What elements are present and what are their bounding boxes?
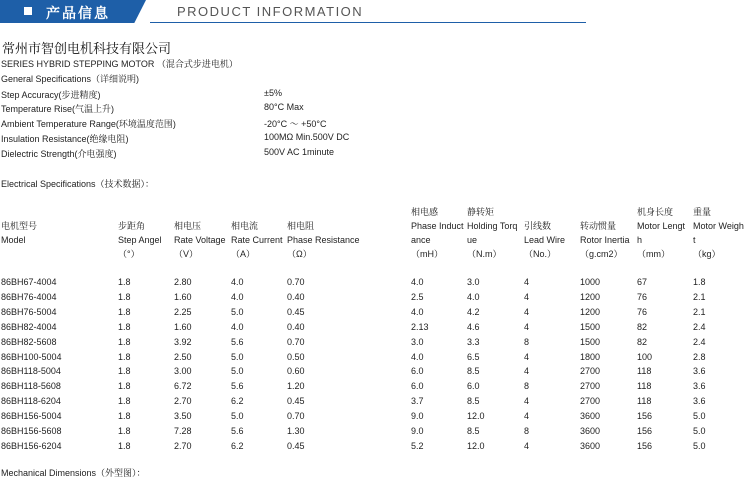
table-cell: 1.8 — [118, 396, 131, 407]
table-cell: 118 — [637, 381, 652, 392]
table-cell: 1.20 — [287, 381, 305, 392]
table-cell: 4 — [524, 277, 530, 287]
table-cell: 2.70 — [174, 440, 192, 451]
table-cell: 2.50 — [174, 351, 192, 362]
spec-value: -20°C ～ +50°C — [264, 119, 327, 129]
table-cell: 0.45 — [287, 306, 305, 317]
table-cell: 0.40 — [287, 291, 305, 302]
table-cell: 6.5 — [467, 351, 480, 362]
table-cell: 0.45 — [287, 440, 305, 451]
table-cell: 1.30 — [287, 426, 305, 436]
column-header-line: 相电感 — [411, 207, 439, 217]
table-cell: 2.80 — [174, 277, 192, 287]
table-cell: 1.8 — [118, 440, 131, 451]
table-cell: 4 — [524, 366, 530, 377]
column-header-line — [231, 205, 283, 219]
table-cell: 2.4 — [693, 336, 706, 347]
table-cell: 86BH100-5004 — [1, 351, 62, 362]
table-cell: 1.8 — [118, 366, 131, 377]
table-cell: 0.50 — [287, 351, 305, 362]
table-cell: 1.60 — [174, 291, 192, 302]
column-header-line: Step Angel — [118, 235, 162, 245]
column-header-line — [1, 205, 37, 219]
table-cell: 5.6 — [231, 381, 244, 392]
banner-title-en: PRODUCT INFORMATION — [177, 4, 364, 19]
table-cell: 1500 — [580, 336, 601, 347]
table-cell: 4.6 — [467, 321, 480, 332]
table-cell: 3.6 — [693, 381, 706, 392]
table-cell: 6.0 — [411, 366, 424, 377]
table-cell: 3.6 — [693, 396, 706, 407]
table-cell: 4.0 — [231, 321, 244, 332]
column-header — [118, 205, 162, 261]
table-cell: 4 — [524, 440, 530, 451]
table-cell: 86BH118-5608 — [1, 381, 61, 392]
column-header-line: Model — [1, 235, 26, 245]
table-cell: 118 — [637, 396, 652, 407]
table-cell: 9.0 — [411, 411, 424, 422]
table-cell: 1.8 — [118, 381, 131, 392]
table-cell: 1500 — [580, 321, 601, 332]
table-cell: 9.0 — [411, 426, 424, 436]
column-header-line: Motor Weigh — [693, 221, 744, 231]
column-header — [467, 205, 517, 261]
table-cell: 8 — [524, 336, 530, 347]
table-cell: 4 — [524, 321, 530, 332]
table-cell: 1.8 — [118, 426, 131, 436]
electrical-spec-title: Electrical Specifications（技术数据）： — [1, 179, 155, 189]
table-cell: 6.2 — [231, 440, 244, 451]
table-cell: 86BH156-5608 — [1, 426, 62, 436]
table-cell: 8 — [524, 426, 530, 436]
column-header-line: 相电压 — [174, 221, 202, 231]
column-header-line: （kg） — [693, 249, 721, 259]
table-cell: 67 — [637, 277, 648, 287]
column-header-line: ance — [411, 235, 431, 245]
table-cell: 12.0 — [467, 440, 485, 451]
table-cell: 0.45 — [287, 396, 305, 407]
table-cell: 0.70 — [287, 277, 305, 287]
table-cell: 3.92 — [174, 336, 192, 347]
column-header — [1, 205, 37, 261]
table-cell: 86BH76-5004 — [1, 306, 57, 317]
table-cell: 3.6 — [693, 366, 706, 377]
table-cell: 7.28 — [174, 426, 192, 436]
table-cell: 5.2 — [411, 440, 424, 451]
table-cell: 1.8 — [118, 321, 131, 332]
table-cell: 4.0 — [411, 351, 424, 362]
spec-value: ±5% — [264, 88, 282, 98]
table-cell: 4 — [524, 351, 530, 362]
table-cell: 0.40 — [287, 321, 305, 332]
column-header — [693, 205, 744, 261]
table-cell: 2.1 — [693, 291, 706, 302]
table-cell: 156 — [637, 440, 653, 451]
table-cell: 1200 — [580, 306, 601, 317]
table-cell: 100 — [637, 351, 653, 362]
table-cell: 5.0 — [693, 440, 706, 451]
column-header — [580, 205, 630, 261]
table-cell: 86BH156-6204 — [1, 440, 62, 451]
column-header-line: 电机型号 — [1, 221, 38, 231]
table-cell: 1200 — [580, 291, 601, 302]
column-header-line: 步距角 — [118, 221, 146, 231]
spec-value: 80°C Max — [264, 102, 304, 112]
table-cell: 2700 — [580, 396, 601, 407]
table-cell: 8 — [524, 381, 530, 392]
table-cell: 2.5 — [411, 291, 424, 302]
table-cell: 2.25 — [174, 306, 192, 317]
table-cell: 1.8 — [118, 291, 131, 302]
table-cell: 4.0 — [231, 277, 244, 287]
column-header-line: （V） — [174, 249, 199, 259]
table-cell: 2.1 — [693, 306, 706, 317]
column-header — [231, 205, 283, 261]
table-cell: 5.0 — [693, 411, 706, 422]
spec-label: Temperature Rise(气温上升) — [1, 104, 115, 114]
table-cell: 1000 — [580, 277, 601, 287]
column-header-line: h — [637, 235, 643, 245]
column-header-line: （N.m） — [467, 249, 502, 259]
column-header-line — [287, 205, 360, 219]
table-cell: 86BH82-4004 — [1, 321, 57, 332]
spec-value: 100MΩ Min.500V DC — [264, 132, 350, 142]
table-cell: 1.8 — [118, 351, 131, 362]
column-header-line — [1, 247, 37, 261]
column-header-line: t — [693, 235, 696, 245]
table-cell: 156 — [637, 426, 653, 436]
table-cell: 4.0 — [231, 291, 244, 302]
table-cell: 3600 — [580, 411, 601, 422]
table-cell: 5.0 — [231, 306, 244, 317]
table-cell: 6.2 — [231, 396, 244, 407]
table-cell: 2700 — [580, 366, 601, 377]
column-header-line: （A） — [231, 249, 256, 259]
series-title: SERIES HYBRID STEPPING MOTOR （混合式步进电机） — [1, 59, 238, 69]
company-name: 常州市智创电机科技有限公司 — [2, 41, 172, 56]
table-cell: 5.0 — [693, 426, 706, 436]
banner-underline — [150, 22, 586, 23]
mechanical-title: Mechanical Dimensions（外型图）： — [1, 468, 146, 478]
table-cell: 86BH82-5608 — [1, 336, 57, 347]
table-cell: 1.60 — [174, 321, 192, 332]
column-header-line: （°） — [118, 249, 140, 259]
table-cell: 86BH67-4004 — [1, 277, 57, 287]
table-cell: 3.0 — [467, 277, 480, 287]
spec-value: 500V AC 1minute — [264, 147, 335, 157]
table-cell: 76 — [637, 291, 648, 302]
table-cell: 4.0 — [411, 306, 424, 317]
table-cell: 5.0 — [231, 366, 244, 377]
table-cell: 5.6 — [231, 426, 244, 436]
table-cell: 0.70 — [287, 411, 305, 422]
table-cell: 1.8 — [118, 336, 131, 347]
column-header — [287, 205, 360, 261]
table-cell: 3.0 — [411, 336, 424, 347]
column-header-line: （No.） — [524, 249, 557, 259]
table-cell: 2.70 — [174, 396, 192, 407]
table-cell: 1.8 — [118, 411, 131, 422]
table-cell: 4.2 — [467, 306, 480, 317]
column-header-line — [580, 205, 630, 219]
column-header-line: Phase Induct — [411, 221, 464, 231]
column-header-line: Holding Torq — [467, 221, 518, 231]
table-cell: 6.72 — [174, 381, 192, 392]
column-header-line — [524, 205, 565, 219]
column-header-line: ue — [467, 235, 478, 245]
table-cell: 3600 — [580, 426, 601, 436]
table-cell: 4.0 — [467, 291, 480, 302]
table-cell: 82 — [637, 336, 648, 347]
spec-label: Dielectric Strength(介电强度) — [1, 149, 117, 159]
column-header-line: 机身长度 — [637, 207, 674, 217]
table-cell: 4 — [524, 306, 530, 317]
table-cell: 1.8 — [118, 277, 131, 287]
general-spec-title: General Specifications（详细说明) — [1, 74, 140, 84]
column-header — [174, 205, 226, 261]
column-header-line: （Ω） — [287, 249, 312, 259]
table-cell: 1.8 — [693, 277, 706, 287]
table-cell: 86BH76-4004 — [1, 291, 57, 302]
column-header-line — [174, 205, 226, 219]
table-cell: 8.5 — [467, 366, 480, 377]
table-cell: 2.13 — [411, 321, 429, 332]
table-cell: 82 — [637, 321, 648, 332]
table-cell: 12.0 — [467, 411, 485, 422]
table-cell: 4 — [524, 291, 530, 302]
table-cell: 5.6 — [231, 336, 244, 347]
column-header-line: Rate Voltage — [174, 235, 226, 245]
table-cell: 2.4 — [693, 321, 706, 332]
spec-label: Ambient Temperature Range(环境温度范围) — [1, 119, 176, 129]
table-cell: 3.3 — [467, 336, 480, 347]
column-header-line: 重量 — [693, 207, 712, 217]
table-cell: 3.00 — [174, 366, 192, 377]
column-header-line: 静转矩 — [467, 207, 495, 217]
table-cell: 86BH156-5004 — [1, 411, 62, 422]
column-header — [524, 205, 565, 261]
column-header — [411, 205, 464, 261]
column-header-line: Rotor Inertia — [580, 235, 630, 245]
table-cell: 2.8 — [693, 351, 706, 362]
table-cell: 5.0 — [231, 351, 244, 362]
table-cell: 3.7 — [411, 396, 424, 407]
table-cell: 3.50 — [174, 411, 192, 422]
table-cell: 3600 — [580, 440, 601, 451]
table-cell: 0.70 — [287, 336, 305, 347]
square-icon — [24, 7, 32, 15]
table-cell: 76 — [637, 306, 648, 317]
table-cell: 8.5 — [467, 396, 480, 407]
table-cell: 8.5 — [467, 426, 480, 436]
column-header-line: 相电阻 — [287, 221, 315, 231]
table-cell: 6.0 — [411, 381, 424, 392]
table-cell: 4 — [524, 411, 530, 422]
column-header-line: （g.cm2） — [580, 249, 623, 259]
column-header-line: （mm） — [637, 249, 670, 259]
table-cell: 1800 — [580, 351, 601, 362]
column-header-line: Phase Resistance — [287, 235, 360, 245]
column-header-line — [118, 205, 162, 219]
column-header-line: Lead Wire — [524, 235, 566, 245]
table-cell: 1.8 — [118, 306, 131, 317]
banner-title-cn: 产品信息 — [46, 5, 110, 21]
column-header-line: 转动惯量 — [580, 221, 617, 231]
table-cell: 86BH118-6204 — [1, 396, 61, 407]
table-cell: 2700 — [580, 381, 601, 392]
table-cell: 118 — [637, 366, 652, 377]
table-cell: 5.0 — [231, 411, 244, 422]
column-header-line: 相电流 — [231, 221, 259, 231]
table-cell: 6.0 — [467, 381, 480, 392]
spec-label: Insulation Resistance(绝缘电阻) — [1, 134, 129, 144]
column-header-line: Rate Current — [231, 235, 283, 245]
column-header — [637, 205, 685, 261]
spec-label: Step Accuracy(步进精度) — [1, 90, 101, 100]
column-header-line: 引线数 — [524, 221, 552, 231]
table-cell: 156 — [637, 411, 653, 422]
table-cell: 4.0 — [411, 277, 424, 287]
column-header-line: Motor Lengt — [637, 221, 686, 231]
column-header-line: （mH） — [411, 249, 443, 259]
section-banner — [0, 0, 586, 23]
table-cell: 4 — [524, 396, 530, 407]
table-cell: 0.60 — [287, 366, 305, 377]
table-cell: 86BH118-5004 — [1, 366, 61, 377]
